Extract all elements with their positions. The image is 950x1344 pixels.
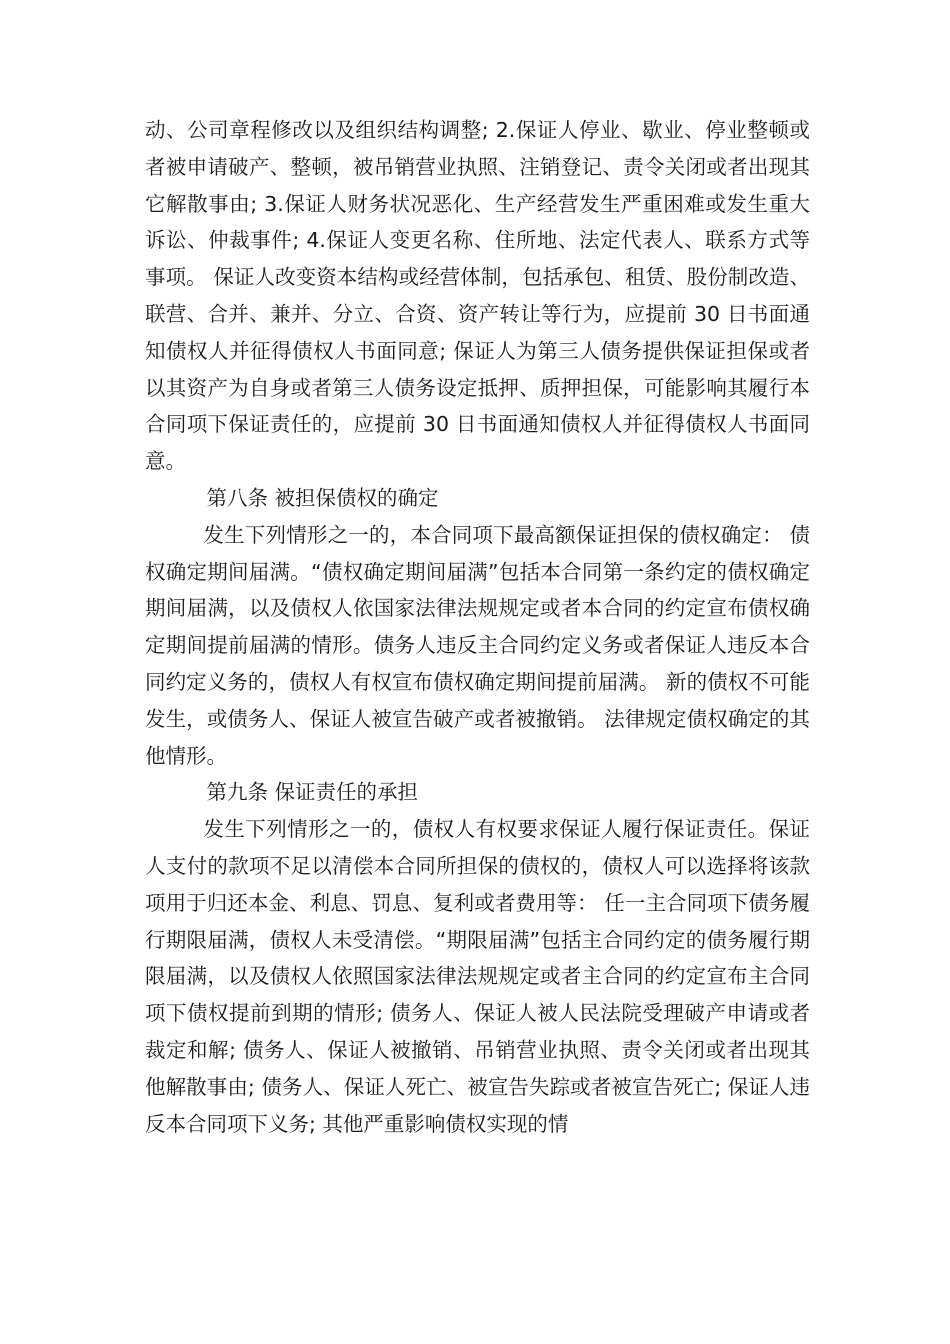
article-9-heading: 第九条 保证责任的承担 xyxy=(206,780,419,805)
article-9-body: 发生下列情形之一的，债权人有权要求保证人履行保证责任。保证人支付的款项不足以清偿本合同所担保的债权的，债权人可以选择将该款项用于归还本金、利息、罚息、复利或者费用等： 任一主合同项下债务履行期限届满，债权人未受清偿。“期限届满”包括主合同约定的债务履行期限届满，以及债权人依照国家法律法规规定或者主合同的约定宣布主合同项下债权提前到期的情形; 债务人、保证人被人民法院受理破产申请或者裁定和解; 债务人、保证人被撤销、吊销营业执照、责令关闭或者出现其他解散事由; 债务人、保证人死亡、被宣告失踪或者被宣告死亡; 保证人违反本合同项下义务; 其他严重影响债权实现的情 xyxy=(145,817,810,1136)
article-8-body: 发生下列情形之一的，本合同项下最高额保证担保的债权确定： 债权确定期间届满。“债权确定期间届满”包括本合同第一条约定的债权确定期间届满，以及债权人依国家法律法规规定或者本合同的约定宣布债权确定期间提前届满的情形。债务人违反主合同约定义务或者保证人违反本合同约定义务的，债权人有权宣布债权确定期间提前届满。 新的债权不可能发生，或债务人、保证人被宣告破产或者被撤销。 法律规定债权确定的其他情形。 xyxy=(145,522,810,768)
paragraph-continuation: 动、公司章程修改以及组织结构调整; 2.保证人停业、歇业、停业整顿或者被申请破产、整顿，被吊销营业执照、注销登记、责令关闭或者出现其它解散事由; 3.保证人财务状况恶化、生产经营发生严重困难或发生重大诉讼、仲裁事件; 4.保证人变更名称、住所地、法定代表人、联系方式等事项。 保证人改变资本结构或经营体制，包括承包、租赁、股份制改造、联营、合并、兼并、分立、合资、资产转让等行为，应提前 30 日书面通知债权人并征得债权人书面同意; 保证人为第三人债务提供保证担保或者以其资产为自身或者第三人债务设定抵押、质押担保，可能影响其履行本合同项下保证责任的，应提前 30 日书面通知债权人并征得债权人书面同意。 xyxy=(145,118,810,474)
document-body xyxy=(145,112,810,1142)
article-8-heading: 第八条 被担保债权的确定 xyxy=(206,485,439,510)
